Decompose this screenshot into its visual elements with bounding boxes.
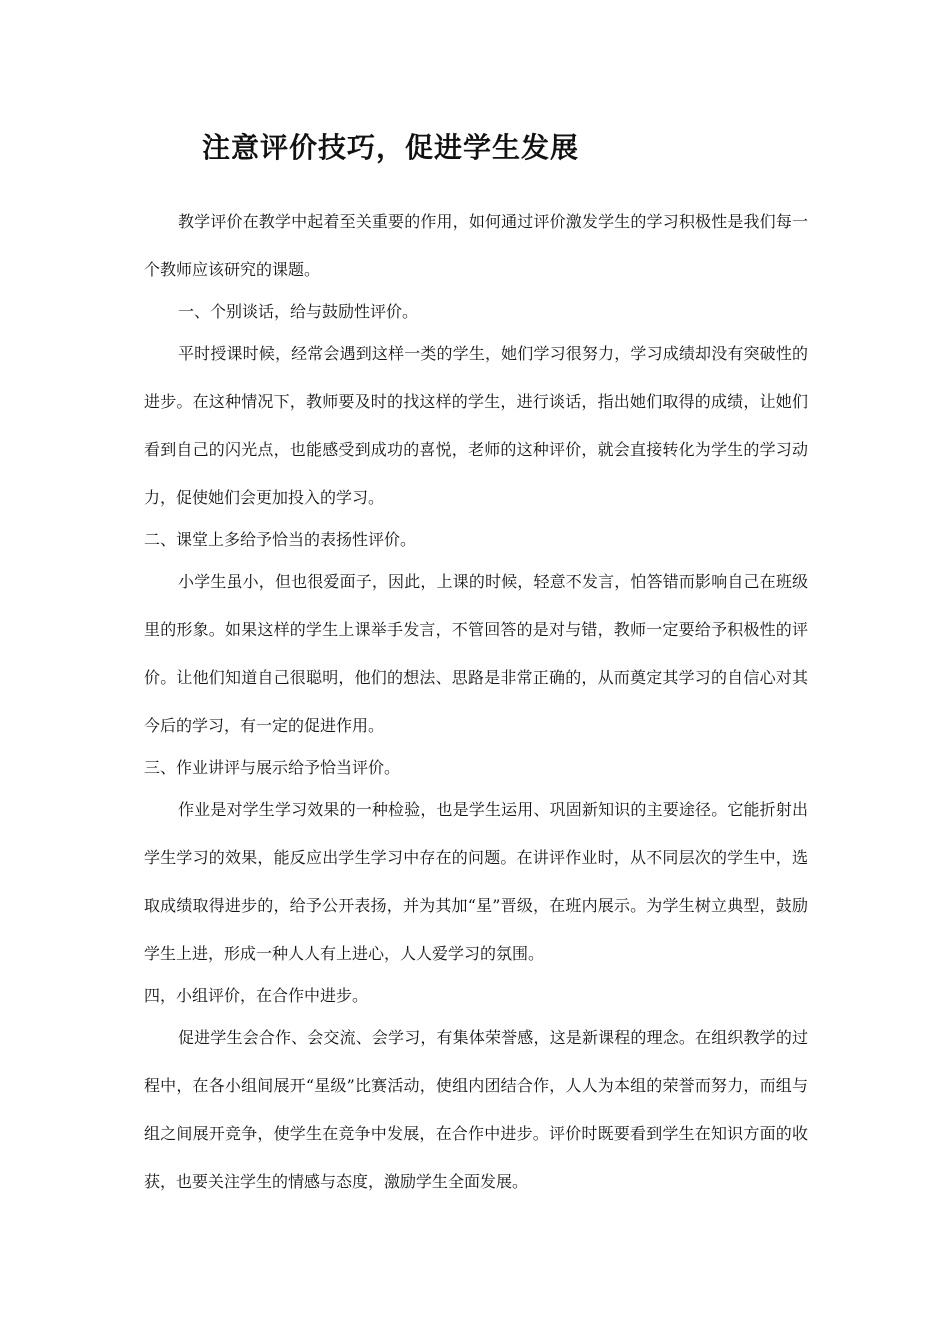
section-heading-1: 一、个别谈话，给与鼓励性评价。 bbox=[178, 302, 419, 321]
document-title: 注意评价技巧，促进学生发展 bbox=[202, 131, 580, 164]
intro-paragraph: 教学评价在教学中起着至关重要的作用，如何通过评价激发学生的学习积极性是我们每一个教师应该研究的课题。 bbox=[144, 212, 808, 279]
section-paragraph-1: 平时授课时候，经常会遇到这样一类的学生，她们学习很努力，学习成绩却没有突破性的进步。在这种情况下，教师要及时的找这样的学生，进行谈话，指出她们取得的成绩，让她们看到自己的闪光点，也能感受到成功的喜悦，老师的这种评价，就会直接转化为学生的学习动力，促使她们会更加投入的学习。 bbox=[144, 344, 808, 507]
section-paragraph-3: 作业是对学生学习效果的一种检验，也是学生运用、巩固新知识的主要途径。它能折射出学生学习的效果，能反应出学生学习中存在的问题。在讲评作业时，从不同层次的学生中，选取成绩取得进步的，给予公开表扬，并为其加“星”晋级，在班内展示。为学生树立典型，鼓励学生上进，形成一种人人有上进心，人人爱学习的氛围。 bbox=[144, 800, 808, 963]
section-heading-2: 二、课堂上多给予恰当的表扬性评价。 bbox=[144, 530, 417, 549]
section-paragraph-4: 促进学生会合作、会交流、会学习，有集体荣誉感，这是新课程的理念。在组织教学的过程中，在各小组间展开“星级”比赛活动，使组内团结合作，人人为本组的荣誉而努力，而组与组之间展开竞争，使学生在竞争中发展，在合作中进步。评价时既要看到学生在知识方面的收获，也要关注学生的情感与态度，激励学生全面发展。 bbox=[144, 1028, 808, 1191]
section-heading-4: 四，小组评价，在合作中进步。 bbox=[144, 986, 369, 1005]
section-paragraph-2: 小学生虽小，但也很爱面子，因此，上课的时候，轻意不发言，怕答错而影响自己在班级里的形象。如果这样的学生上课举手发言，不管回答的是对与错，教师一定要给予积极性的评价。让他们知道自己很聪明，他们的想法、思路是非常正确的，从而奠定其学习的自信心对其今后的学习，有一定的促进作用。 bbox=[144, 572, 808, 735]
document-body bbox=[144, 198, 808, 1206]
section-heading-3: 三、作业讲评与展示给予恰当评价。 bbox=[144, 758, 401, 777]
